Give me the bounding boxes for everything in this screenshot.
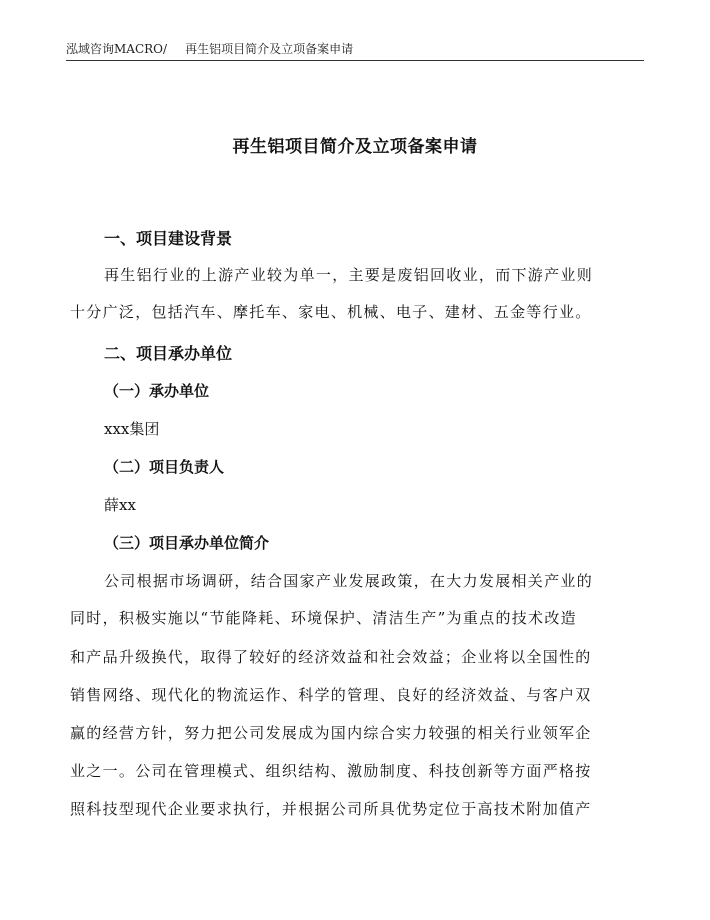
- paragraph-line: 十分广泛，包括汽车、摩托车、家电、机械、电子、建材、五金等行业。: [70, 303, 592, 321]
- paragraph-line: 照科技型现代企业要求执行，并根据公司所具优势定位于高技术附加值产: [70, 800, 592, 818]
- paragraph-line: 赢的经营方针，努力把公司发展成为国内综合实力较强的相关行业领军企: [70, 724, 592, 742]
- paragraph-line: 销售网络、现代化的物流运作、科学的管理、良好的经济效益、与客户双: [70, 686, 592, 704]
- subsection-heading-organizer: （一）承办单位: [104, 382, 210, 400]
- paragraph-line: 公司根据市场调研，结合国家产业发展政策，在大力发展相关产业的: [104, 572, 594, 590]
- header-divider: [66, 60, 644, 61]
- subsection-heading-company-intro: （三）项目承办单位简介: [104, 534, 270, 552]
- paragraph-line: 和产品升级换代，取得了较好的经济效益和社会效益；企业将以全国性的: [70, 648, 592, 666]
- header-doc-title: 再生铝项目简介及立项备案申请: [185, 42, 354, 56]
- paragraph-line: 同时，积极实施以“节能降耗、环境保护、清洁生产”为重点的技术改造: [70, 609, 577, 627]
- document-title: 再生铝项目简介及立项备案申请: [232, 137, 478, 157]
- paragraph-line: 再生铝行业的上游产业较为单一，主要是废铝回收业，而下游产业则: [104, 266, 594, 284]
- section-heading-background: 一、项目建设背景: [104, 229, 233, 248]
- section-heading-organizer: 二、项目承办单位: [104, 344, 233, 363]
- subsection-heading-leader: （二）项目负责人: [104, 458, 225, 476]
- paragraph-line: 业之一。公司在管理模式、组织结构、激励制度、科技创新等方面严格按: [70, 762, 592, 780]
- organizer-name: xxx集团: [104, 420, 160, 438]
- leader-name: 薛xx: [104, 496, 136, 514]
- header-source: 泓域咨询MACRO/: [66, 42, 168, 56]
- page-header: [66, 40, 644, 57]
